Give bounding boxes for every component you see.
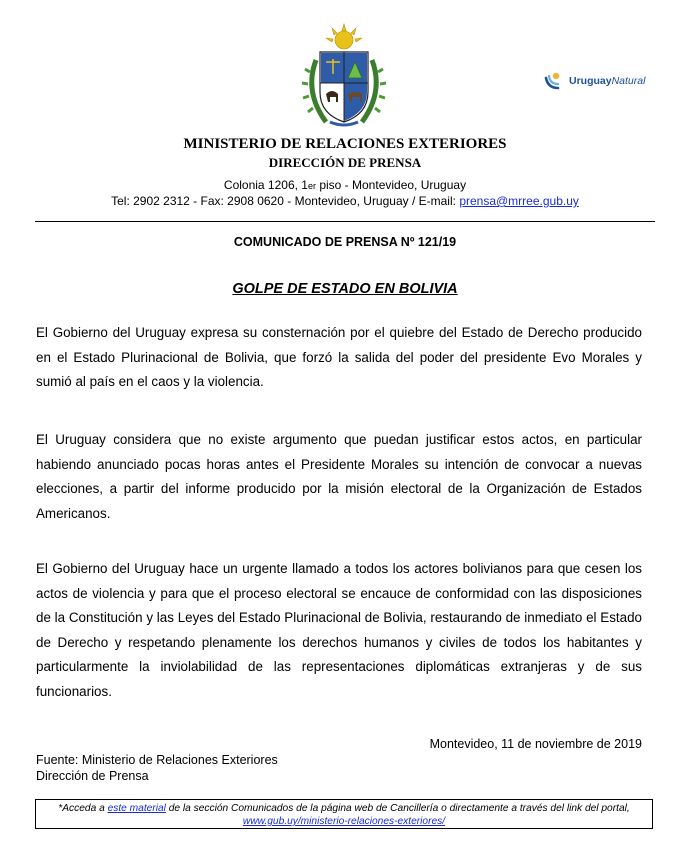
ministry-heading: MINISTERIO DE RELACIONES EXTERIORES xyxy=(183,136,507,152)
department-heading: DIRECCIÓN DE PRENSA xyxy=(268,155,422,170)
address-sup: er xyxy=(307,181,316,191)
coat-of-arms-emblem xyxy=(296,22,392,134)
footer-note-prefix: *Acceda a xyxy=(58,803,108,814)
body-paragraph-3: El Gobierno del Uruguay hace un urgente llamado a todos los actores bolivianos para que cesen los actos de violencia y para que el proceso electoral se encauce de conformidad con las disposiciones de la Constitución y las Leyes del Estado Plurinacional de Bolivia, restaurando de inmediato el Estado de Derecho y respetando plenamente los derechos humanos y civiles de todos los habitantes y particularmente la inviolabilidad de las representaciones diplomáticas extranjeras y de sus funcionarios. xyxy=(36,561,642,699)
uruguay-natural-logo-icon xyxy=(542,68,566,92)
body-paragraph-1: El Gobierno del Uruguay expresa su consternación por el quiebre del Estado de Derecho producido en el Estado Plurinacional de Bolivia, que forzó la salida del poder del presidente Evo Morales y sumió al país en el caos y la violencia. xyxy=(36,325,642,389)
logo-text-bold: Uruguay xyxy=(569,75,612,87)
release-date: Montevideo, 11 de noviembre de 2019 xyxy=(429,737,642,751)
uruguay-natural-logo xyxy=(542,66,654,94)
footer-note-box xyxy=(35,799,653,829)
source-line-1: Fuente: Ministerio de Relaciones Exteriores xyxy=(36,753,278,767)
email-link[interactable]: prensa@mrree.gub.uy xyxy=(459,194,579,208)
release-number: COMUNICADO DE PRENSA Nº 121/19 xyxy=(233,235,457,249)
release-title: GOLPE DE ESTADO EN BOLIVIA xyxy=(232,281,458,297)
logo-text-italic: Natural xyxy=(611,75,646,87)
header-divider xyxy=(35,221,655,222)
contact-line xyxy=(0,194,690,208)
source-line-2: Dirección de Prensa xyxy=(36,769,149,783)
este-material-link[interactable]: este material xyxy=(107,803,166,814)
address-line xyxy=(0,178,690,192)
address-post: piso - Montevideo, Uruguay xyxy=(316,178,467,192)
contact-text: Tel: 2902 2312 - Fax: 2908 0620 - Montevideo, Uruguay / E-mail: xyxy=(111,194,460,208)
body-paragraph-2: El Uruguay considera que no existe argumento que puedan justificar estos actos, en particular habiendo anunciado pocas horas antes el Presidente Morales su intención de convocar a nuevas elecciones, a partir del informe producido por la misión electoral de la Organización de Estados Americanos. xyxy=(36,432,642,521)
address-pre: Colonia 1206, 1 xyxy=(223,178,308,192)
portal-link[interactable]: www.gub.uy/ministerio-relaciones-exteriores/ xyxy=(242,816,446,827)
footer-note-middle: de la sección Comunicados de la página web de Cancillería o directamente a través del link del portal, xyxy=(165,803,630,814)
